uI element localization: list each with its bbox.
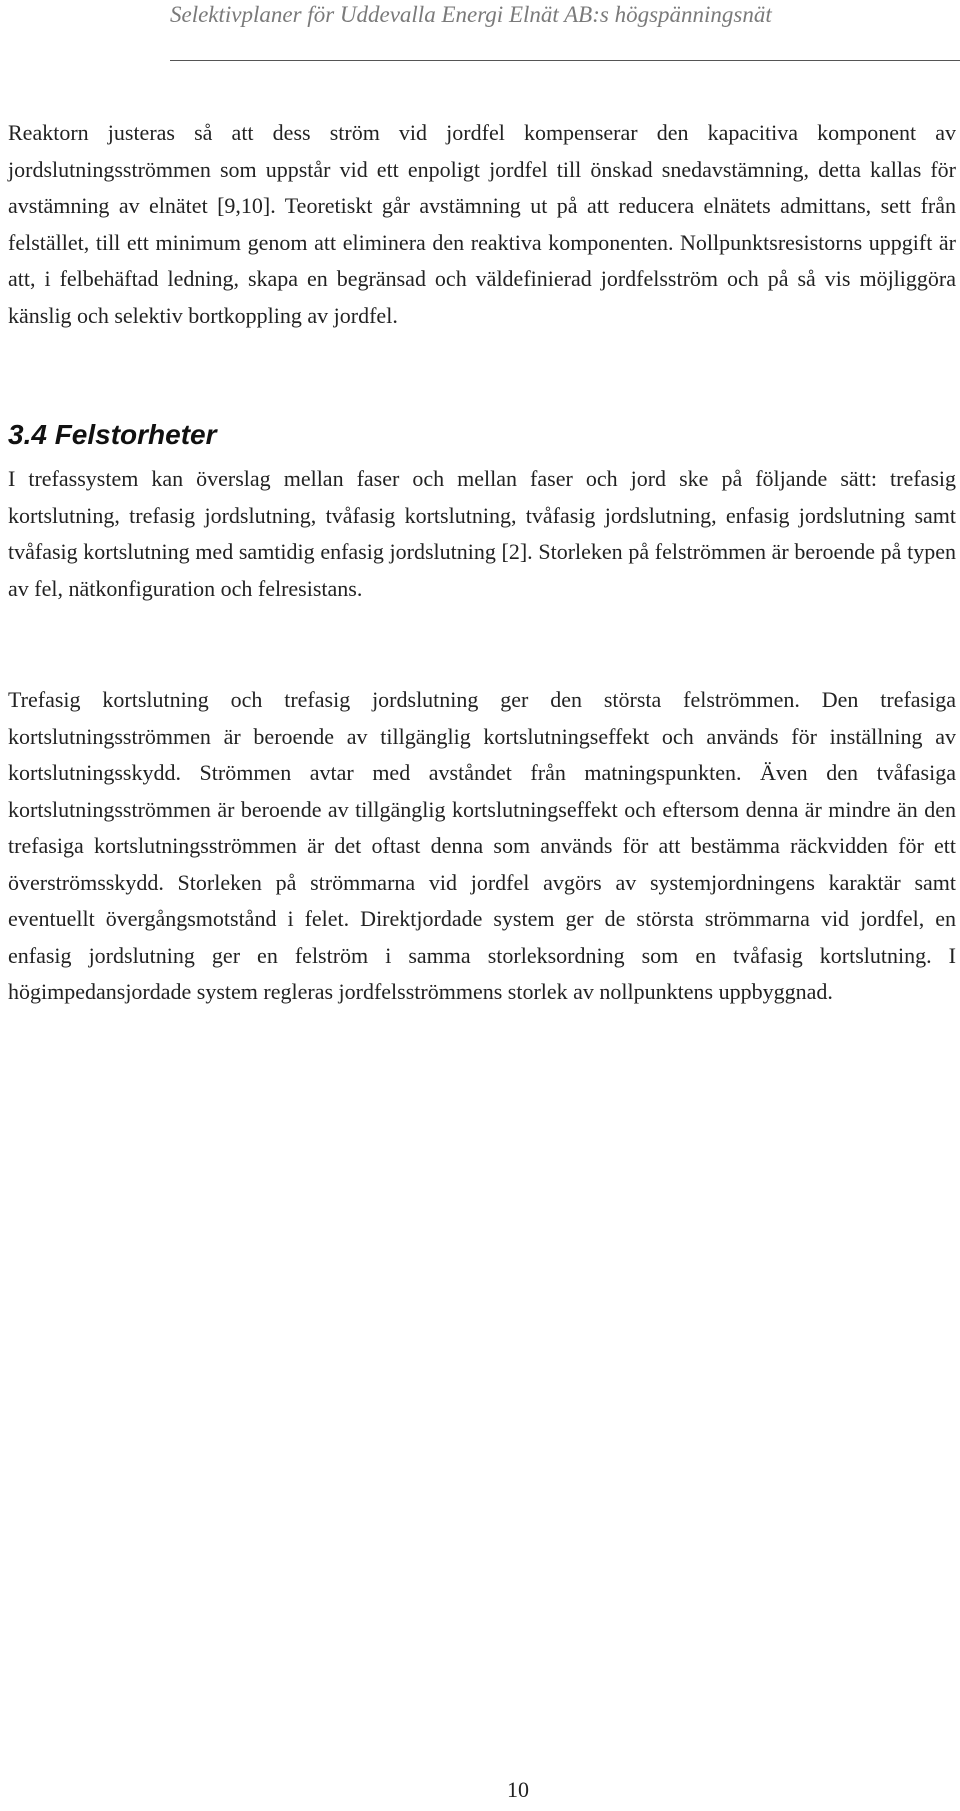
header-divider <box>170 60 960 61</box>
paragraph-fault-currents: Trefasig kortslutning och trefasig jordslutning ger den största felströmmen. Den trefasiga kortslutningsströmmen är beroende av tillgänglig kortslutningseffekt och används för inställning av kortslutningsskydd. Strömmen avtar med avståndet från matningspunkten. Även den tvåfasiga kortslutningsströmmen är beroende av tillgänglig kortslutningseffekt och eftersom denna är mindre än den trefasiga kortslutningsströmmen är det oftast denna som används för att bestämma räckvidden för ett överströmsskydd. Storleken på strömmarna vid jordfel avgörs av systemjordningens karaktär samt eventuellt övergångsmotstånd i felet. Direktjordade system ger de största strömmarna vid jordfel, en enfasig jordslutning ger en felström i samma storleksordning som en tvåfasig kortslutning. I högimpedansjordade system regleras jordfelsströmmens storlek av nollpunktens uppbyggnad. <box>8 687 956 1004</box>
section-heading: 3.4 Felstorheter <box>8 419 217 450</box>
page-header <box>0 0 960 62</box>
paragraph-fault-types: I trefassystem kan överslag mellan faser och mellan faser och jord ske på följande sätt: trefasig kortslutning, trefasig jordslutning, tvåfasig kortslutning, tvåfasig jordslutning, enfasig jordslutning samt tvåfasig kortslutning med samtidig enfasig jordslutning [2]. Storleken på felströmmen är beroende på typen av fel, nätkonfiguration och felresistans. <box>8 466 956 601</box>
page-number: 10 <box>507 1777 529 1802</box>
running-header-title: Selektivplaner för Uddevalla Energi Elnät AB:s högspänningsnät <box>170 2 772 27</box>
paragraph-reactor-tuning: Reaktorn justeras så att dess ström vid jordfel kompenserar den kapacitiva komponent av jordslutningsströmmen som uppstår vid ett enpoligt jordfel till önskad snedavstämning, detta kallas för avstämning av elnätet [9,10]. Teoretiskt går avstämning ut på att reducera elnätets admittans, sett från felstället, till ett minimum genom att eliminera den reaktiva komponenten. Nollpunktsresistorns uppgift är att, i felbehäftad ledning, skapa en begränsad och väldefinierad jordfelsström och på så vis möjliggöra känslig och selektiv bortkoppling av jordfel. <box>8 120 956 328</box>
